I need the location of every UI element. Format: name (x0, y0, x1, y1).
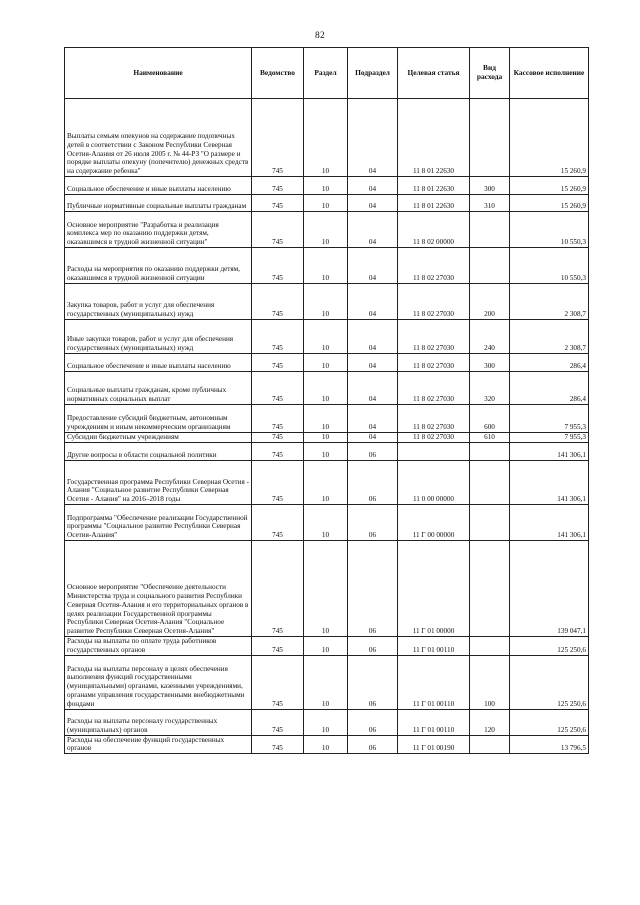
cell-target: 11 Г 01 00110 (398, 709, 470, 735)
cell-target: 11 8 02 00000 (398, 212, 470, 248)
cell-sub: 06 (348, 709, 398, 735)
cell-sub: 04 (348, 354, 398, 372)
cell-name: Социальные выплаты гражданам, кроме публичных нормативных социальных выплат (65, 372, 252, 405)
cell-sec: 10 (304, 177, 348, 195)
cell-name: Выплаты семьям опекунов на содержание подопечных детей в соответствии с Законом Республики Северная Осетия-Алания от 26 июля 2005 г. № 44-РЗ "О размере и порядке выплаты опекуну (попечителю) денежных средств на содержание ребенка" (65, 99, 252, 177)
cell-target: 11 8 02 27030 (398, 433, 470, 443)
cell-type: 120 (470, 709, 510, 735)
cell-type: 100 (470, 655, 510, 709)
cell-sub: 04 (348, 99, 398, 177)
cell-sec: 10 (304, 372, 348, 405)
cell-target: 11 Г 01 00000 (398, 541, 470, 637)
cell-sec: 10 (304, 709, 348, 735)
table-row (65, 637, 589, 656)
cell-name: Социальное обеспечение и иные выплаты населению (65, 354, 252, 372)
header-execution: Кассовое исполнение (510, 48, 589, 99)
cell-dept: 745 (252, 284, 304, 320)
cell-type: 310 (470, 195, 510, 212)
cell-dept: 745 (252, 99, 304, 177)
cell-type (470, 735, 510, 754)
cell-dept: 745 (252, 461, 304, 505)
cell-name: Другие вопросы в области социальной политики (65, 443, 252, 461)
cell-type (470, 443, 510, 461)
cell-type: 610 (470, 433, 510, 443)
cell-sub: 04 (348, 405, 398, 433)
cell-target: 11 8 01 22630 (398, 177, 470, 195)
cell-target (398, 443, 470, 461)
cell-sec: 10 (304, 541, 348, 637)
cell-sec: 10 (304, 405, 348, 433)
cell-name: Предоставление субсидий бюджетным, автономным учреждениям и иным некоммерческим организациям (65, 405, 252, 433)
cell-name: Государственная программа Республики Северная Осетия - Алания "Социальное развитие Республики Северная Осетия - Алания" на 2016–2018 годы (65, 461, 252, 505)
cell-type (470, 99, 510, 177)
cell-type (470, 212, 510, 248)
header-department: Ведомство (252, 48, 304, 99)
cell-amount: 2 308,7 (510, 320, 589, 354)
cell-type: 320 (470, 372, 510, 405)
cell-dept: 745 (252, 405, 304, 433)
cell-target: 11 8 02 27030 (398, 405, 470, 433)
cell-type: 300 (470, 177, 510, 195)
cell-amount: 15 260,9 (510, 177, 589, 195)
cell-name: Расходы на обеспечение функций государственных органов (65, 735, 252, 754)
cell-sub: 06 (348, 443, 398, 461)
cell-amount: 7 955,3 (510, 433, 589, 443)
cell-amount: 125 250,6 (510, 709, 589, 735)
table-row (65, 405, 589, 433)
cell-amount: 10 550,3 (510, 212, 589, 248)
cell-name: Субсидии бюджетным учреждениям (65, 433, 252, 443)
cell-target: 11 Г 00 00000 (398, 505, 470, 541)
header-section: Раздел (304, 48, 348, 99)
cell-sec: 10 (304, 655, 348, 709)
cell-sub: 04 (348, 177, 398, 195)
table-row (65, 655, 589, 709)
cell-name: Расходы на мероприятия по оказанию поддержки детям, оказавшимся в трудной жизненной ситуации (65, 248, 252, 284)
cell-sec: 10 (304, 212, 348, 248)
table-row (65, 505, 589, 541)
cell-target: 11 8 02 27030 (398, 372, 470, 405)
cell-name: Расходы на выплаты по оплате труда работников государственных органов (65, 637, 252, 656)
cell-name: Подпрограмма "Обеспечение реализации Государственной программы "Социальное развитие Республики Северная Осетия-Алания" (65, 505, 252, 541)
cell-dept: 745 (252, 195, 304, 212)
header-expense-type: Вид расхода (470, 48, 510, 99)
cell-dept: 745 (252, 177, 304, 195)
table-row (65, 284, 589, 320)
cell-name: Социальное обеспечение и иные выплаты населению (65, 177, 252, 195)
cell-target: 11 8 02 27030 (398, 320, 470, 354)
cell-sec: 10 (304, 248, 348, 284)
cell-amount: 125 250,6 (510, 655, 589, 709)
cell-dept: 745 (252, 248, 304, 284)
table-row (65, 212, 589, 248)
cell-type: 600 (470, 405, 510, 433)
cell-dept: 745 (252, 709, 304, 735)
cell-type: 300 (470, 354, 510, 372)
cell-target: 11 Г 01 00190 (398, 735, 470, 754)
cell-type (470, 541, 510, 637)
budget-table (64, 47, 589, 754)
cell-name: Расходы на выплаты персоналу в целях обеспечения выполнения функций государственными (муниципальными) органами, казенными учреждениями, органами управления государственными внебюджетными фондами (65, 655, 252, 709)
cell-sub: 06 (348, 505, 398, 541)
cell-amount: 13 796,5 (510, 735, 589, 754)
cell-dept: 745 (252, 354, 304, 372)
table-row (65, 735, 589, 754)
cell-sub: 06 (348, 461, 398, 505)
cell-sec: 10 (304, 195, 348, 212)
cell-sub: 04 (348, 195, 398, 212)
table-row (65, 372, 589, 405)
table-row (65, 541, 589, 637)
cell-amount: 286,4 (510, 354, 589, 372)
cell-target: 11 Г 01 00110 (398, 637, 470, 656)
cell-type: 240 (470, 320, 510, 354)
cell-amount: 141 306,1 (510, 443, 589, 461)
cell-sub: 04 (348, 212, 398, 248)
cell-amount: 139 047,1 (510, 541, 589, 637)
cell-dept: 745 (252, 655, 304, 709)
header-name: Наименование (65, 48, 252, 99)
cell-target: 11 8 01 22630 (398, 99, 470, 177)
cell-type (470, 505, 510, 541)
cell-sec: 10 (304, 354, 348, 372)
header-target: Целевая статья (398, 48, 470, 99)
cell-dept: 745 (252, 505, 304, 541)
cell-type (470, 248, 510, 284)
cell-name: Основное мероприятие "Обеспечение деятельности Министерства труда и социального развития Республики Северная Осетия-Алания и его территориальных органов в целях реализации Государственной программы Республики Северная Осетия-Алания "Социальное развитие Республики Северная Осетия-Алания" (65, 541, 252, 637)
cell-sub: 04 (348, 320, 398, 354)
cell-sec: 10 (304, 99, 348, 177)
cell-amount: 141 306,1 (510, 505, 589, 541)
cell-dept: 745 (252, 212, 304, 248)
cell-name: Закупка товаров, работ и услуг для обеспечения государственных (муниципальных) нужд (65, 284, 252, 320)
cell-amount: 15 260,9 (510, 195, 589, 212)
cell-dept: 745 (252, 372, 304, 405)
cell-target: 11 Г 01 00110 (398, 655, 470, 709)
cell-target: 11 0 00 00000 (398, 461, 470, 505)
cell-dept: 745 (252, 541, 304, 637)
cell-dept: 745 (252, 735, 304, 754)
cell-sub: 06 (348, 735, 398, 754)
table-row (65, 99, 589, 177)
table-row (65, 177, 589, 195)
cell-sec: 10 (304, 637, 348, 656)
header-subsection: Подраздел (348, 48, 398, 99)
cell-sec: 10 (304, 443, 348, 461)
cell-name: Иные закупки товаров, работ и услуг для обеспечения государственных (муниципальных) нужд (65, 320, 252, 354)
cell-name: Расходы на выплаты персоналу государственных (муниципальных) органов (65, 709, 252, 735)
cell-amount: 141 306,1 (510, 461, 589, 505)
cell-sec: 10 (304, 735, 348, 754)
cell-dept: 745 (252, 637, 304, 656)
cell-amount: 10 550,3 (510, 248, 589, 284)
cell-sub: 06 (348, 637, 398, 656)
cell-sec: 10 (304, 505, 348, 541)
cell-sub: 06 (348, 655, 398, 709)
cell-type (470, 637, 510, 656)
page-number: 82 (314, 31, 326, 41)
cell-sub: 04 (348, 372, 398, 405)
table-row (65, 320, 589, 354)
cell-sec: 10 (304, 284, 348, 320)
table-row (65, 461, 589, 505)
table-row (65, 709, 589, 735)
table-row (65, 195, 589, 212)
table-header-row (65, 48, 589, 99)
cell-sec: 10 (304, 461, 348, 505)
cell-dept: 745 (252, 320, 304, 354)
cell-sub: 04 (348, 284, 398, 320)
cell-amount: 7 955,3 (510, 405, 589, 433)
cell-sub: 06 (348, 541, 398, 637)
table-row (65, 433, 589, 443)
cell-amount: 125 250,6 (510, 637, 589, 656)
cell-dept: 745 (252, 443, 304, 461)
cell-dept: 745 (252, 433, 304, 443)
cell-amount: 2 308,7 (510, 284, 589, 320)
cell-amount: 286,4 (510, 372, 589, 405)
cell-name: Публичные нормативные социальные выплаты гражданам (65, 195, 252, 212)
cell-sec: 10 (304, 433, 348, 443)
table-row (65, 248, 589, 284)
cell-amount: 15 260,9 (510, 99, 589, 177)
cell-type (470, 461, 510, 505)
table-row (65, 443, 589, 461)
table-row (65, 354, 589, 372)
cell-sub: 04 (348, 248, 398, 284)
cell-name: Основное мероприятие "Разработка и реализация комплекса мер по оказанию поддержки детям, оказавшимся в трудной жизненной ситуации" (65, 212, 252, 248)
cell-target: 11 8 02 27030 (398, 354, 470, 372)
cell-target: 11 8 02 27030 (398, 248, 470, 284)
cell-sec: 10 (304, 320, 348, 354)
cell-target: 11 8 02 27030 (398, 284, 470, 320)
cell-sub: 04 (348, 433, 398, 443)
cell-type: 200 (470, 284, 510, 320)
cell-target: 11 8 01 22630 (398, 195, 470, 212)
